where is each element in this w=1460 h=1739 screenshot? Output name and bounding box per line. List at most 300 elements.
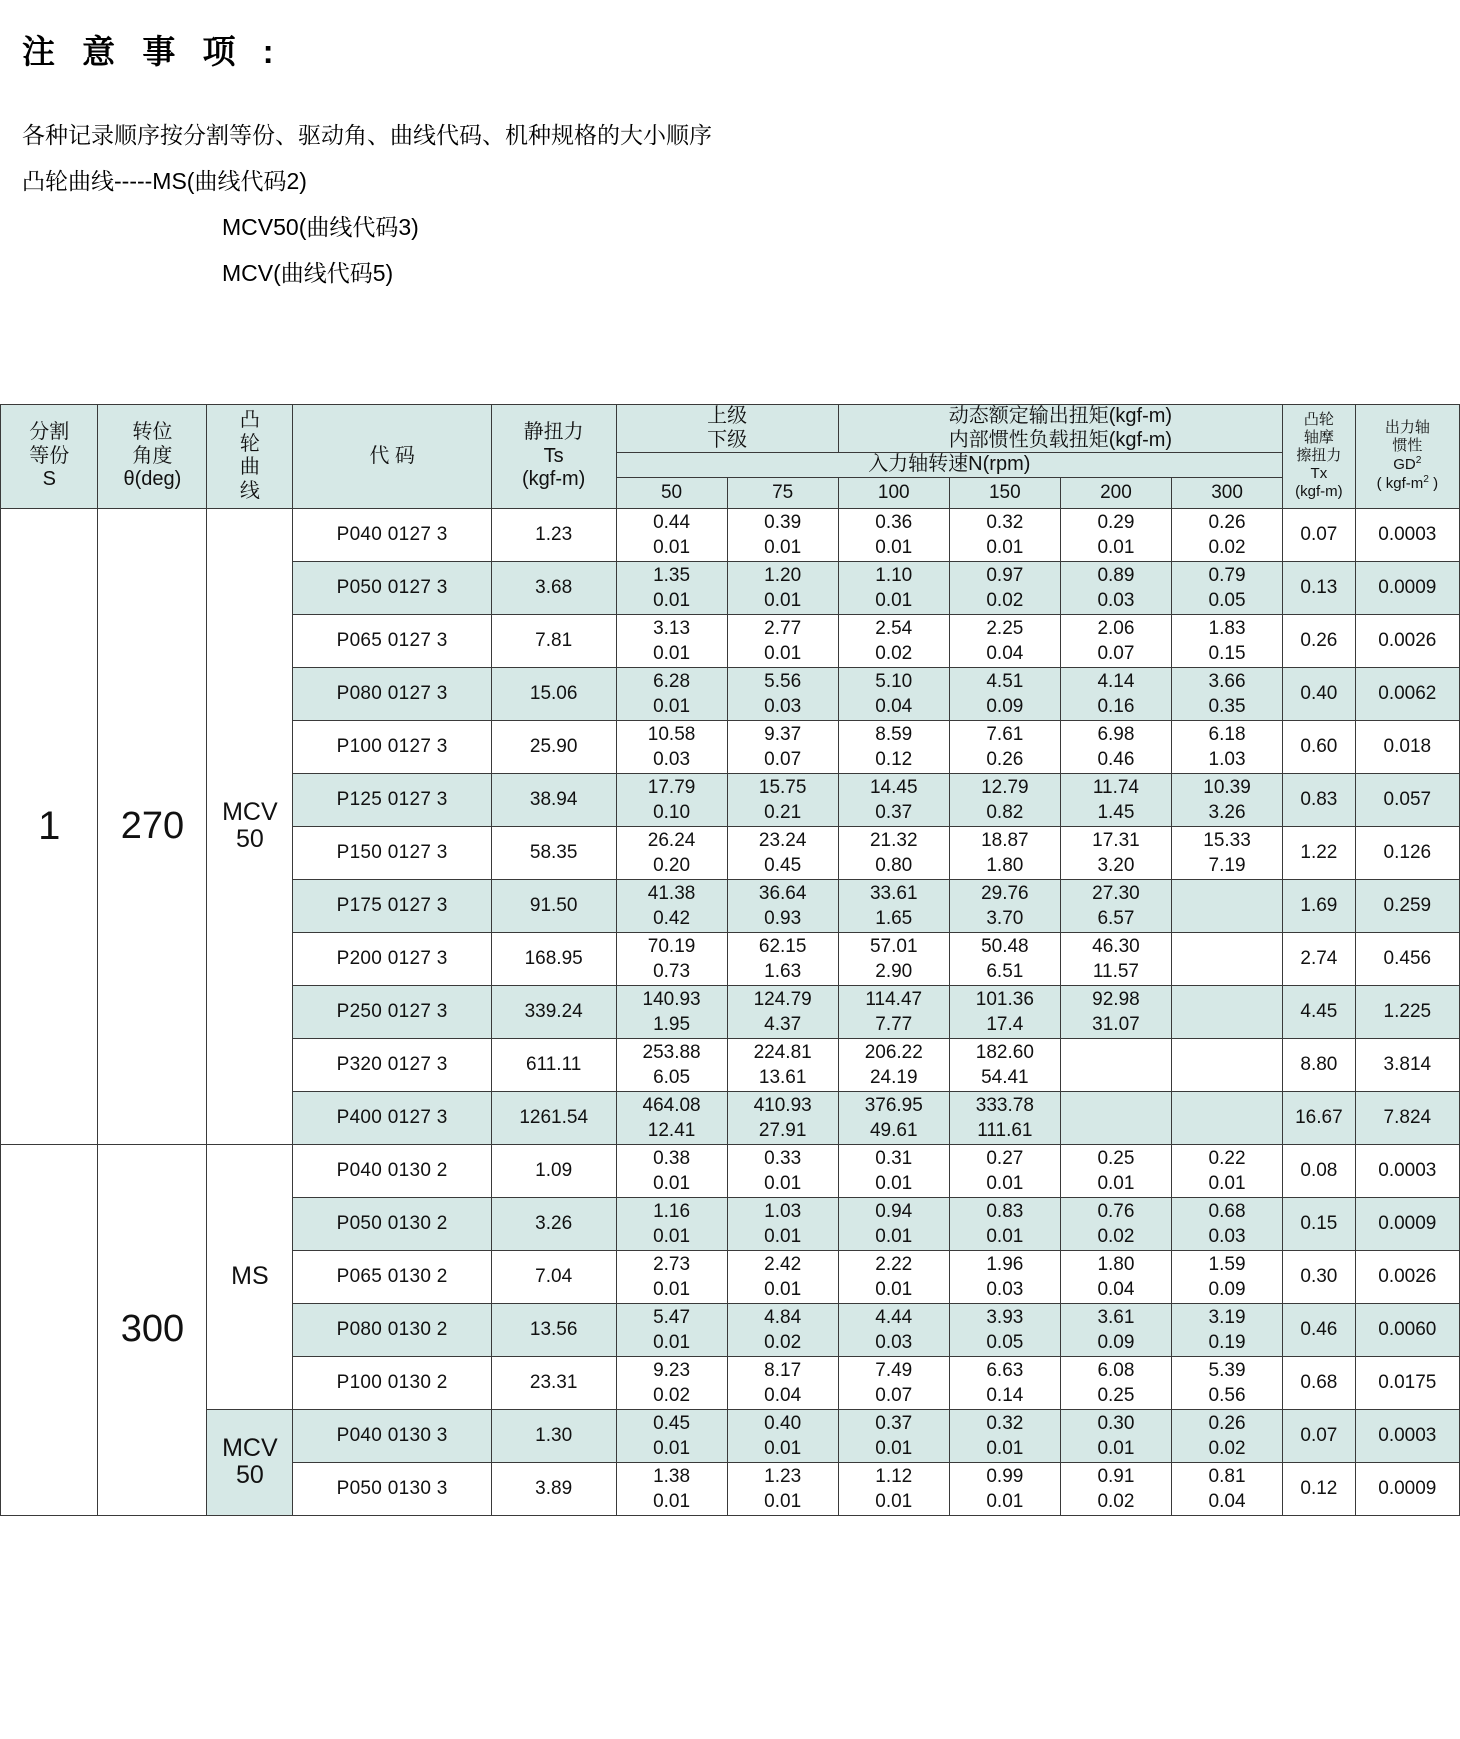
cell-torque-n200 — [1060, 826, 1171, 879]
internal-inertia-load-torque: 0.01 — [653, 536, 691, 558]
header-rpm-200: 200 — [1060, 477, 1171, 508]
cell-cam-friction-torque: 0.07 — [1283, 1409, 1356, 1462]
cell-cam-friction-torque: 0.68 — [1283, 1356, 1356, 1409]
cell-torque-n300 — [1171, 508, 1282, 561]
dynamic-output-torque: 1.23 — [764, 1465, 802, 1487]
dynamic-output-torque: 4.84 — [764, 1306, 802, 1328]
dynamic-output-torque: 1.16 — [653, 1200, 691, 1222]
internal-inertia-load-torque: 3.26 — [1208, 801, 1246, 823]
internal-inertia-load-torque: 0.01 — [764, 589, 802, 611]
cell-cam-curve: MS — [207, 1144, 293, 1409]
dynamic-output-torque: 0.26 — [1208, 1412, 1246, 1434]
cell-static-torque: 1.30 — [491, 1409, 616, 1462]
internal-inertia-load-torque: 3.70 — [986, 907, 1024, 929]
cell-torque-n100 — [838, 1250, 949, 1303]
cell-cam-friction-torque: 0.13 — [1283, 561, 1356, 614]
cell-output-inertia: 0.0003 — [1355, 508, 1459, 561]
cell-torque-n100 — [838, 1462, 949, 1515]
cell-torque-n150 — [949, 985, 1060, 1038]
dynamic-output-torque: 1.96 — [986, 1253, 1024, 1275]
cell-code: P065 0127 3 — [293, 614, 491, 667]
dynamic-output-torque: 101.36 — [975, 988, 1034, 1010]
internal-inertia-load-torque: 0.35 — [1208, 695, 1246, 717]
cell-static-torque: 1.23 — [491, 508, 616, 561]
cell-output-inertia: 0.0175 — [1355, 1356, 1459, 1409]
cell-torque-n100 — [838, 720, 949, 773]
cell-torque-n200 — [1060, 1091, 1171, 1144]
cell-torque-n150 — [949, 1356, 1060, 1409]
cell-static-torque: 1261.54 — [491, 1091, 616, 1144]
internal-inertia-load-torque: 1.03 — [1208, 748, 1246, 770]
cell-torque-n50 — [616, 561, 727, 614]
cell-cam-friction-torque: 8.80 — [1283, 1038, 1356, 1091]
cell-torque-n100 — [838, 667, 949, 720]
dynamic-output-torque: 376.95 — [864, 1094, 923, 1116]
cell-torque-n300 — [1171, 1144, 1282, 1197]
internal-inertia-load-torque: 0.02 — [986, 589, 1024, 611]
internal-inertia-load-torque: 1.45 — [1097, 801, 1135, 823]
cell-torque-n150 — [949, 1409, 1060, 1462]
dynamic-output-torque: 1.20 — [764, 564, 802, 586]
internal-inertia-load-torque: 7.77 — [875, 1013, 913, 1035]
internal-inertia-load-torque: 0.42 — [653, 907, 691, 929]
internal-inertia-load-torque: 27.91 — [758, 1119, 807, 1141]
internal-inertia-load-torque: 0.01 — [875, 1172, 913, 1194]
dynamic-output-torque: 0.36 — [875, 511, 913, 533]
cell-torque-n50 — [616, 667, 727, 720]
spec-table — [0, 404, 1460, 1516]
cell-static-torque: 38.94 — [491, 773, 616, 826]
internal-inertia-load-torque: 0.01 — [875, 536, 913, 558]
gd-unit-exponent: 2 — [1423, 474, 1429, 486]
dynamic-output-torque: 140.93 — [642, 988, 701, 1010]
dynamic-output-torque: 70.19 — [647, 935, 696, 957]
dynamic-output-torque: 0.26 — [1208, 511, 1246, 533]
cell-torque-n100 — [838, 1038, 949, 1091]
cell-output-inertia: 1.225 — [1355, 985, 1459, 1038]
cell-torque-n150 — [949, 1462, 1060, 1515]
internal-inertia-load-torque: 0.02 — [1208, 536, 1246, 558]
gd-exponent: 2 — [1415, 455, 1422, 467]
cell-cam-friction-torque: 0.30 — [1283, 1250, 1356, 1303]
cell-torque-n75 — [727, 932, 838, 985]
internal-inertia-load-torque: 11.57 — [1092, 960, 1139, 982]
dynamic-output-torque: 57.01 — [869, 935, 918, 957]
internal-inertia-load-torque: 0.01 — [653, 1172, 691, 1194]
cell-torque-n300 — [1171, 1091, 1282, 1144]
cell-code: P040 0130 3 — [293, 1409, 491, 1462]
dynamic-output-torque: 0.29 — [1097, 511, 1135, 533]
dynamic-output-torque: 46.30 — [1092, 935, 1140, 957]
cell-torque-n50 — [616, 720, 727, 773]
cell-torque-n75 — [727, 667, 838, 720]
cell-output-inertia: 0.456 — [1355, 932, 1459, 985]
cell-code: P250 0127 3 — [293, 985, 491, 1038]
internal-inertia-load-torque: 24.19 — [869, 1066, 918, 1088]
dynamic-output-torque: 0.37 — [875, 1412, 913, 1434]
dynamic-output-torque: 3.61 — [1097, 1306, 1135, 1328]
cell-code: P320 0127 3 — [293, 1038, 491, 1091]
notes-line: 凸轮曲线-----MS(曲线代码2) — [22, 168, 307, 195]
internal-inertia-load-torque: 0.01 — [764, 1490, 802, 1512]
cell-torque-n75 — [727, 1462, 838, 1515]
cell-torque-n50 — [616, 508, 727, 561]
dynamic-output-torque: 17.31 — [1092, 829, 1140, 851]
internal-inertia-load-torque: 0.82 — [986, 801, 1024, 823]
internal-inertia-load-torque: 0.01 — [764, 1278, 802, 1300]
cell-torque-n300 — [1171, 614, 1282, 667]
cell-static-torque: 91.50 — [491, 879, 616, 932]
header-index-angle: 转位 角度 θ(deg) — [98, 405, 207, 509]
internal-inertia-load-torque: 0.03 — [875, 1331, 913, 1353]
cell-torque-n300 — [1171, 985, 1282, 1038]
cell-torque-n200 — [1060, 932, 1171, 985]
internal-inertia-load-torque: 31.07 — [1092, 1013, 1140, 1035]
cell-torque-n100 — [838, 1356, 949, 1409]
internal-inertia-load-torque: 0.01 — [986, 1172, 1024, 1194]
dynamic-output-torque: 41.38 — [647, 882, 696, 904]
internal-inertia-load-torque: 0.01 — [764, 1225, 802, 1247]
cell-torque-n75 — [727, 1038, 838, 1091]
dynamic-output-torque: 23.24 — [758, 829, 807, 851]
cell-torque-n150 — [949, 879, 1060, 932]
internal-inertia-load-torque: 1.65 — [875, 907, 913, 929]
dynamic-output-torque: 10.58 — [647, 723, 696, 745]
dynamic-output-torque: 1.83 — [1208, 617, 1246, 639]
cell-output-inertia: 0.0009 — [1355, 1197, 1459, 1250]
dynamic-output-torque: 1.59 — [1208, 1253, 1246, 1275]
cell-torque-n100 — [838, 932, 949, 985]
cell-torque-n200 — [1060, 1197, 1171, 1250]
cell-output-inertia: 0.0003 — [1355, 1409, 1459, 1462]
dynamic-output-torque: 5.56 — [764, 670, 802, 692]
cell-torque-n50 — [616, 1091, 727, 1144]
dynamic-output-torque: 1.03 — [764, 1200, 802, 1222]
cell-torque-n75 — [727, 561, 838, 614]
cell-code: P400 0127 3 — [293, 1091, 491, 1144]
dynamic-output-torque: 0.83 — [986, 1200, 1024, 1222]
cell-torque-n100 — [838, 826, 949, 879]
cell-cam-friction-torque: 0.26 — [1283, 614, 1356, 667]
header-cam-curve: 凸 轮 曲 线 — [207, 405, 293, 509]
cell-cam-friction-torque: 0.12 — [1283, 1462, 1356, 1515]
cell-code: P040 0130 2 — [293, 1144, 491, 1197]
cell-torque-n150 — [949, 1091, 1060, 1144]
cell-torque-n100 — [838, 561, 949, 614]
internal-inertia-load-torque: 0.01 — [875, 1278, 913, 1300]
cell-torque-n75 — [727, 1091, 838, 1144]
dynamic-output-torque: 8.59 — [875, 723, 913, 745]
dynamic-output-torque: 114.47 — [865, 988, 923, 1010]
internal-inertia-load-torque: 0.01 — [653, 1490, 691, 1512]
cell-torque-n300 — [1171, 1409, 1282, 1462]
internal-inertia-load-torque: 111.61 — [977, 1119, 1033, 1141]
cell-torque-n75 — [727, 1144, 838, 1197]
dynamic-output-torque: 4.51 — [986, 670, 1024, 692]
internal-inertia-load-torque: 13.61 — [758, 1066, 807, 1088]
header-code: 代 码 — [293, 405, 491, 509]
cell-static-torque: 7.81 — [491, 614, 616, 667]
dynamic-output-torque: 0.33 — [764, 1147, 802, 1169]
internal-inertia-load-torque: 0.02 — [1208, 1437, 1246, 1459]
internal-inertia-load-torque: 0.01 — [875, 1225, 913, 1247]
internal-inertia-load-torque: 0.07 — [764, 748, 802, 770]
internal-inertia-load-torque: 0.20 — [653, 854, 691, 876]
header-rpm-75: 75 — [727, 477, 838, 508]
dynamic-output-torque: 8.17 — [764, 1359, 802, 1381]
internal-inertia-load-torque: 0.03 — [653, 748, 691, 770]
internal-inertia-load-torque: 0.09 — [1208, 1278, 1246, 1300]
cell-torque-n50 — [616, 826, 727, 879]
cell-output-inertia: 0.259 — [1355, 879, 1459, 932]
cell-torque-n75 — [727, 614, 838, 667]
dynamic-output-torque: 0.32 — [986, 511, 1024, 533]
cell-cam-friction-torque: 16.67 — [1283, 1091, 1356, 1144]
cell-torque-n150 — [949, 720, 1060, 773]
dynamic-output-torque: 1.35 — [653, 564, 691, 586]
internal-inertia-load-torque: 0.01 — [875, 1437, 913, 1459]
cell-output-inertia: 0.0009 — [1355, 1462, 1459, 1515]
notes-lines — [22, 112, 1460, 296]
cell-torque-n75 — [727, 1356, 838, 1409]
cell-torque-n150 — [949, 667, 1060, 720]
dynamic-output-torque: 3.66 — [1208, 670, 1246, 692]
cell-code: P050 0127 3 — [293, 561, 491, 614]
table-head — [1, 405, 1460, 509]
dynamic-output-torque: 253.88 — [642, 1041, 701, 1063]
internal-inertia-load-torque: 0.02 — [764, 1331, 802, 1353]
cell-torque-n100 — [838, 1197, 949, 1250]
cell-torque-n150 — [949, 932, 1060, 985]
internal-inertia-load-torque: 12.41 — [647, 1119, 696, 1141]
internal-inertia-load-torque: 0.80 — [875, 854, 913, 876]
header-cam-friction-torque: 凸轮 轴摩 擦扭力 Tx (kgf-m) — [1283, 405, 1356, 509]
cell-torque-n150 — [949, 1144, 1060, 1197]
internal-inertia-load-torque: 0.01 — [653, 1278, 691, 1300]
cell-static-torque: 3.89 — [491, 1462, 616, 1515]
cell-output-inertia: 0.126 — [1355, 826, 1459, 879]
cell-code: P050 0130 2 — [293, 1197, 491, 1250]
internal-inertia-load-torque: 1.63 — [764, 960, 802, 982]
gd-unit: ( kgf-m — [1376, 475, 1424, 493]
cell-torque-n300 — [1171, 1356, 1282, 1409]
cell-output-inertia: 0.057 — [1355, 773, 1459, 826]
internal-inertia-load-torque: 0.02 — [875, 642, 913, 664]
cell-torque-n50 — [616, 614, 727, 667]
internal-inertia-load-torque: 0.01 — [875, 589, 913, 611]
internal-inertia-load-torque: 0.12 — [875, 748, 913, 770]
cell-torque-n100 — [838, 985, 949, 1038]
cell-torque-n75 — [727, 985, 838, 1038]
dynamic-output-torque: 3.13 — [653, 617, 691, 639]
cell-static-torque: 58.35 — [491, 826, 616, 879]
cell-torque-n300 — [1171, 879, 1282, 932]
cell-torque-n200 — [1060, 1356, 1171, 1409]
dynamic-output-torque: 0.91 — [1097, 1465, 1135, 1487]
internal-inertia-load-torque: 0.01 — [875, 1490, 913, 1512]
cell-torque-n150 — [949, 826, 1060, 879]
dynamic-output-torque: 6.18 — [1208, 723, 1246, 745]
internal-inertia-load-torque: 0.16 — [1097, 695, 1135, 717]
cell-output-inertia: 3.814 — [1355, 1038, 1459, 1091]
cell-torque-n50 — [616, 1250, 727, 1303]
cell-division-count — [1, 1144, 98, 1515]
internal-inertia-load-torque: 0.04 — [764, 1384, 802, 1406]
internal-inertia-load-torque: 0.01 — [653, 1437, 691, 1459]
internal-inertia-load-torque: 2.90 — [875, 960, 913, 982]
internal-inertia-load-torque: 0.01 — [986, 1225, 1024, 1247]
internal-inertia-load-torque: 0.07 — [1097, 642, 1135, 664]
internal-inertia-load-torque: 0.56 — [1208, 1384, 1246, 1406]
internal-inertia-load-torque: 0.04 — [986, 642, 1024, 664]
header-grade: 上级 下级 — [616, 405, 838, 453]
cell-static-torque: 3.26 — [491, 1197, 616, 1250]
internal-inertia-load-torque: 4.37 — [764, 1013, 802, 1035]
cell-torque-n300 — [1171, 561, 1282, 614]
cell-output-inertia: 0.0009 — [1355, 561, 1459, 614]
dynamic-output-torque: 1.80 — [1097, 1253, 1135, 1275]
cell-torque-n150 — [949, 1250, 1060, 1303]
dynamic-output-torque: 14.45 — [869, 776, 918, 798]
internal-inertia-load-torque: 1.95 — [653, 1013, 691, 1035]
internal-inertia-load-torque: 49.61 — [869, 1119, 918, 1141]
dynamic-output-torque: 1.10 — [875, 564, 913, 586]
cell-torque-n50 — [616, 773, 727, 826]
dynamic-output-torque: 3.19 — [1208, 1306, 1246, 1328]
internal-inertia-load-torque: 0.09 — [1097, 1331, 1135, 1353]
cell-torque-n50 — [616, 932, 727, 985]
cell-torque-n100 — [838, 614, 949, 667]
dynamic-output-torque: 0.39 — [764, 511, 802, 533]
internal-inertia-load-torque: 0.01 — [653, 1225, 691, 1247]
cell-torque-n200 — [1060, 508, 1171, 561]
internal-inertia-load-torque: 0.01 — [764, 1172, 802, 1194]
internal-inertia-load-torque: 0.01 — [1208, 1172, 1246, 1194]
dynamic-output-torque: 2.54 — [875, 617, 913, 639]
cell-index-angle: 300 — [98, 1144, 207, 1515]
cell-torque-n100 — [838, 1303, 949, 1356]
dynamic-output-torque: 92.98 — [1092, 988, 1140, 1010]
cell-torque-n200 — [1060, 879, 1171, 932]
dynamic-output-torque: 18.87 — [981, 829, 1029, 851]
cell-static-torque: 23.31 — [491, 1356, 616, 1409]
dynamic-output-torque: 33.61 — [869, 882, 918, 904]
cell-torque-n300 — [1171, 1250, 1282, 1303]
header-dynamic-torque: 动态额定输出扭矩(kgf-m) 内部惯性负载扭矩(kgf-m) — [838, 405, 1282, 453]
internal-inertia-load-torque: 0.37 — [875, 801, 913, 823]
internal-inertia-load-torque: 1.80 — [986, 854, 1024, 876]
cell-output-inertia: 7.824 — [1355, 1091, 1459, 1144]
cell-static-torque: 3.68 — [491, 561, 616, 614]
header-row-1 — [1, 405, 1460, 453]
cell-cam-friction-torque: 0.15 — [1283, 1197, 1356, 1250]
cell-torque-n100 — [838, 879, 949, 932]
internal-inertia-load-torque: 0.21 — [764, 801, 802, 823]
cell-output-inertia: 0.0062 — [1355, 667, 1459, 720]
internal-inertia-load-torque: 0.19 — [1208, 1331, 1246, 1353]
cell-cam-friction-torque: 0.46 — [1283, 1303, 1356, 1356]
dynamic-output-torque: 11.74 — [1092, 776, 1139, 798]
internal-inertia-load-torque: 0.26 — [986, 748, 1024, 770]
internal-inertia-load-torque: 17.4 — [986, 1013, 1024, 1035]
dynamic-output-torque: 0.76 — [1097, 1200, 1135, 1222]
cell-torque-n50 — [616, 1409, 727, 1462]
dynamic-output-torque: 0.32 — [986, 1412, 1024, 1434]
cell-code: P040 0127 3 — [293, 508, 491, 561]
table-row — [1, 508, 1460, 561]
dynamic-output-torque: 0.79 — [1208, 564, 1246, 586]
cell-torque-n300 — [1171, 773, 1282, 826]
cell-torque-n150 — [949, 1303, 1060, 1356]
header-output-inertia: 出力轴 惯性 $GD^2$ ( kgf-$m^2$ ) — [1355, 405, 1459, 509]
cell-torque-n200 — [1060, 720, 1171, 773]
cell-code: P200 0127 3 — [293, 932, 491, 985]
gd-unit-end: ) — [1428, 475, 1439, 493]
cell-torque-n150 — [949, 561, 1060, 614]
cell-cam-curve: MCV 50 — [207, 1409, 293, 1515]
cell-torque-n75 — [727, 508, 838, 561]
dynamic-output-torque: 12.79 — [981, 776, 1029, 798]
cell-torque-n300 — [1171, 1462, 1282, 1515]
dynamic-output-torque: 0.44 — [653, 511, 691, 533]
internal-inertia-load-torque: 0.03 — [1208, 1225, 1246, 1247]
cell-code: P100 0127 3 — [293, 720, 491, 773]
cell-code: P150 0127 3 — [293, 826, 491, 879]
cell-cam-friction-torque: 1.69 — [1283, 879, 1356, 932]
dynamic-output-torque: 124.79 — [753, 988, 812, 1010]
dynamic-output-torque: 182.60 — [975, 1041, 1034, 1063]
cell-torque-n150 — [949, 614, 1060, 667]
cell-code: P080 0127 3 — [293, 667, 491, 720]
internal-inertia-load-torque: 6.51 — [986, 960, 1024, 982]
internal-inertia-load-torque: 0.01 — [1097, 536, 1135, 558]
dynamic-output-torque: 0.27 — [986, 1147, 1024, 1169]
dynamic-output-torque: 6.28 — [653, 670, 691, 692]
table-body — [1, 508, 1460, 1515]
dynamic-output-torque: 15.33 — [1203, 829, 1251, 851]
internal-inertia-load-torque: 0.02 — [1097, 1490, 1135, 1512]
internal-inertia-load-torque: 0.05 — [986, 1331, 1024, 1353]
internal-inertia-load-torque: 0.01 — [764, 536, 802, 558]
dynamic-output-torque: 0.81 — [1208, 1465, 1246, 1487]
header-static-torque: 静扭力 Ts (kgf-m) — [491, 405, 616, 509]
internal-inertia-load-torque: 0.01 — [1097, 1172, 1135, 1194]
header-rpm-300: 300 — [1171, 477, 1282, 508]
internal-inertia-load-torque: 0.04 — [1208, 1490, 1246, 1512]
dynamic-output-torque: 2.22 — [875, 1253, 913, 1275]
dynamic-output-torque: 0.25 — [1097, 1147, 1135, 1169]
cell-static-torque: 15.06 — [491, 667, 616, 720]
internal-inertia-load-torque: 0.01 — [653, 695, 691, 717]
cell-static-torque: 7.04 — [491, 1250, 616, 1303]
cell-torque-n100 — [838, 1144, 949, 1197]
cell-code: P125 0127 3 — [293, 773, 491, 826]
dynamic-output-torque: 2.73 — [653, 1253, 691, 1275]
dynamic-output-torque: 0.45 — [653, 1412, 691, 1434]
dynamic-output-torque: 2.25 — [986, 617, 1024, 639]
internal-inertia-load-torque: 0.07 — [875, 1384, 913, 1406]
dynamic-output-torque: 410.93 — [753, 1094, 812, 1116]
cell-torque-n200 — [1060, 1409, 1171, 1462]
dynamic-output-torque: 464.08 — [642, 1094, 701, 1116]
dynamic-output-torque: 0.38 — [653, 1147, 691, 1169]
internal-inertia-load-torque: 0.73 — [653, 960, 691, 982]
internal-inertia-load-torque: 0.04 — [1097, 1278, 1135, 1300]
dynamic-output-torque: 27.30 — [1092, 882, 1140, 904]
dynamic-output-torque: 0.94 — [875, 1200, 913, 1222]
cell-cam-friction-torque: 1.22 — [1283, 826, 1356, 879]
cell-torque-n200 — [1060, 773, 1171, 826]
